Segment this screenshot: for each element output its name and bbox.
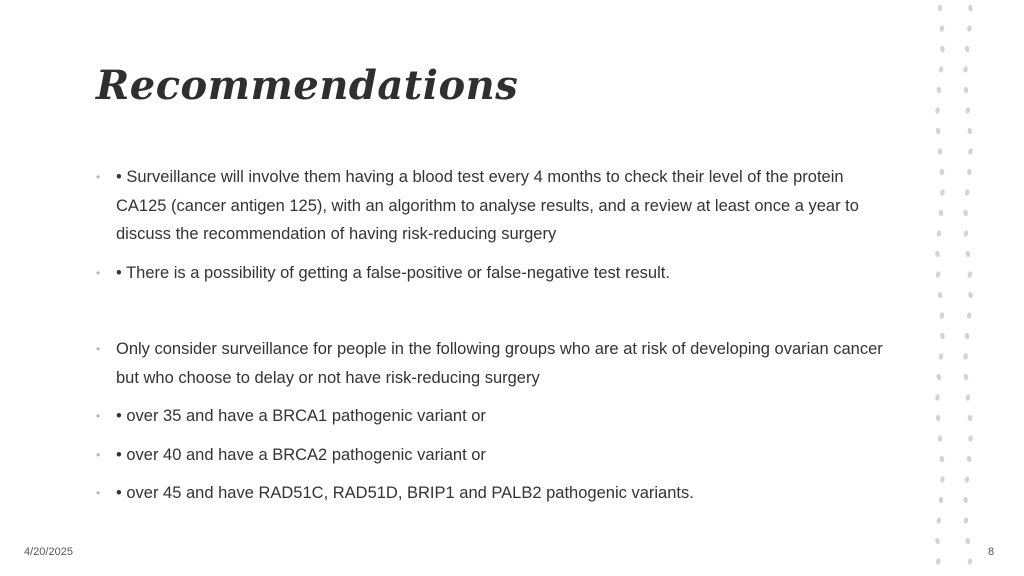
list-item [96, 479, 896, 508]
decor-dot [968, 4, 973, 11]
page-number: 8 [988, 546, 995, 558]
bullet-icon: • [96, 447, 101, 462]
decor-dot [937, 291, 942, 298]
decor-dot [963, 230, 969, 237]
decor-dot [939, 25, 945, 32]
list-item-text: • There is a possibility of getting a false-positive or false-negative test result. [116, 263, 670, 282]
list-item [96, 402, 896, 431]
decor-dot [936, 373, 941, 380]
decor-dot [938, 496, 943, 503]
decor-dot [935, 537, 940, 544]
decor-dot [965, 250, 970, 257]
decor-dot [967, 127, 972, 134]
decor-dot [966, 455, 971, 462]
decor-dot [964, 189, 970, 196]
list-item-text: Only consider surveillance for people in the following groups who are at risk of developing ovarian cancer but who choose to delay or not have risk-reducing surgery [116, 340, 883, 387]
decor-dot [937, 4, 942, 11]
list-item-text: • over 45 and have RAD51C, RAD51D, BRIP1 and PALB2 pathogenic variants. [116, 484, 694, 502]
decor-dot [964, 45, 969, 52]
bullet-icon: • [96, 265, 101, 280]
decor-dot [935, 558, 941, 565]
decor-dot [964, 476, 970, 483]
decor-dot [963, 209, 968, 216]
decor-dot [940, 332, 945, 339]
decor-dot [963, 373, 968, 380]
decor-dot [935, 107, 941, 114]
decor-dot [964, 332, 969, 339]
decor-dot [963, 86, 968, 93]
decor-dot [935, 414, 940, 421]
decor-dot [967, 271, 973, 278]
decor-dot [937, 435, 943, 442]
decor-dot [935, 394, 941, 401]
decor-dot [938, 209, 943, 216]
decorative-dots [928, 0, 978, 576]
list-item [96, 259, 896, 288]
decor-dot [966, 25, 972, 32]
decor-dot [968, 291, 973, 298]
decor-dot [963, 496, 968, 503]
decor-dot [940, 189, 946, 196]
decor-dot [963, 517, 969, 524]
decor-dot [966, 312, 972, 319]
decor-dot [935, 250, 940, 257]
list-item [96, 441, 896, 470]
list-item [96, 335, 896, 392]
decor-dot [938, 353, 944, 360]
decor-dot [967, 168, 972, 175]
bullet-icon: • [96, 170, 101, 184]
list-item [96, 163, 896, 249]
bullet-icon: • [96, 342, 101, 356]
decor-dot [963, 353, 969, 360]
decor-dot [936, 230, 942, 237]
decor-dot [939, 455, 944, 462]
decor-dot [963, 66, 969, 73]
decor-dot [935, 271, 941, 278]
decor-dot [937, 148, 943, 155]
decor-dot [940, 45, 945, 52]
decor-dot [968, 148, 974, 155]
decor-dot [936, 86, 941, 93]
decor-dot [936, 517, 942, 524]
decor-dot [965, 107, 971, 114]
decor-dot [965, 537, 970, 544]
decor-dot [938, 66, 944, 73]
slide-title: Recommendations [96, 62, 519, 109]
decor-dot [967, 558, 973, 565]
decor-dot [940, 476, 946, 483]
bullet-icon: • [96, 486, 101, 500]
decor-dot [935, 127, 940, 134]
decor-dot [965, 394, 971, 401]
bullet-list [96, 163, 896, 508]
decor-dot [967, 414, 972, 421]
decor-dot [939, 168, 944, 175]
bullet-icon: • [96, 409, 101, 423]
list-item-text: • Surveillance will involve them having a blood test every 4 months to check their level of the protein CA125 (cancer antigen 125), with an algorithm to analyse results, and a review at least once a year to discuss the recommendation of having risk-reducing surgery [116, 168, 859, 243]
list-item-text: • over 40 and have a BRCA2 pathogenic variant or [116, 445, 486, 464]
list-item-text: • over 35 and have a BRCA1 pathogenic variant or [116, 407, 486, 425]
slide-date: 4/20/2025 [24, 546, 73, 558]
decor-dot [968, 435, 974, 442]
decor-dot [939, 312, 945, 319]
